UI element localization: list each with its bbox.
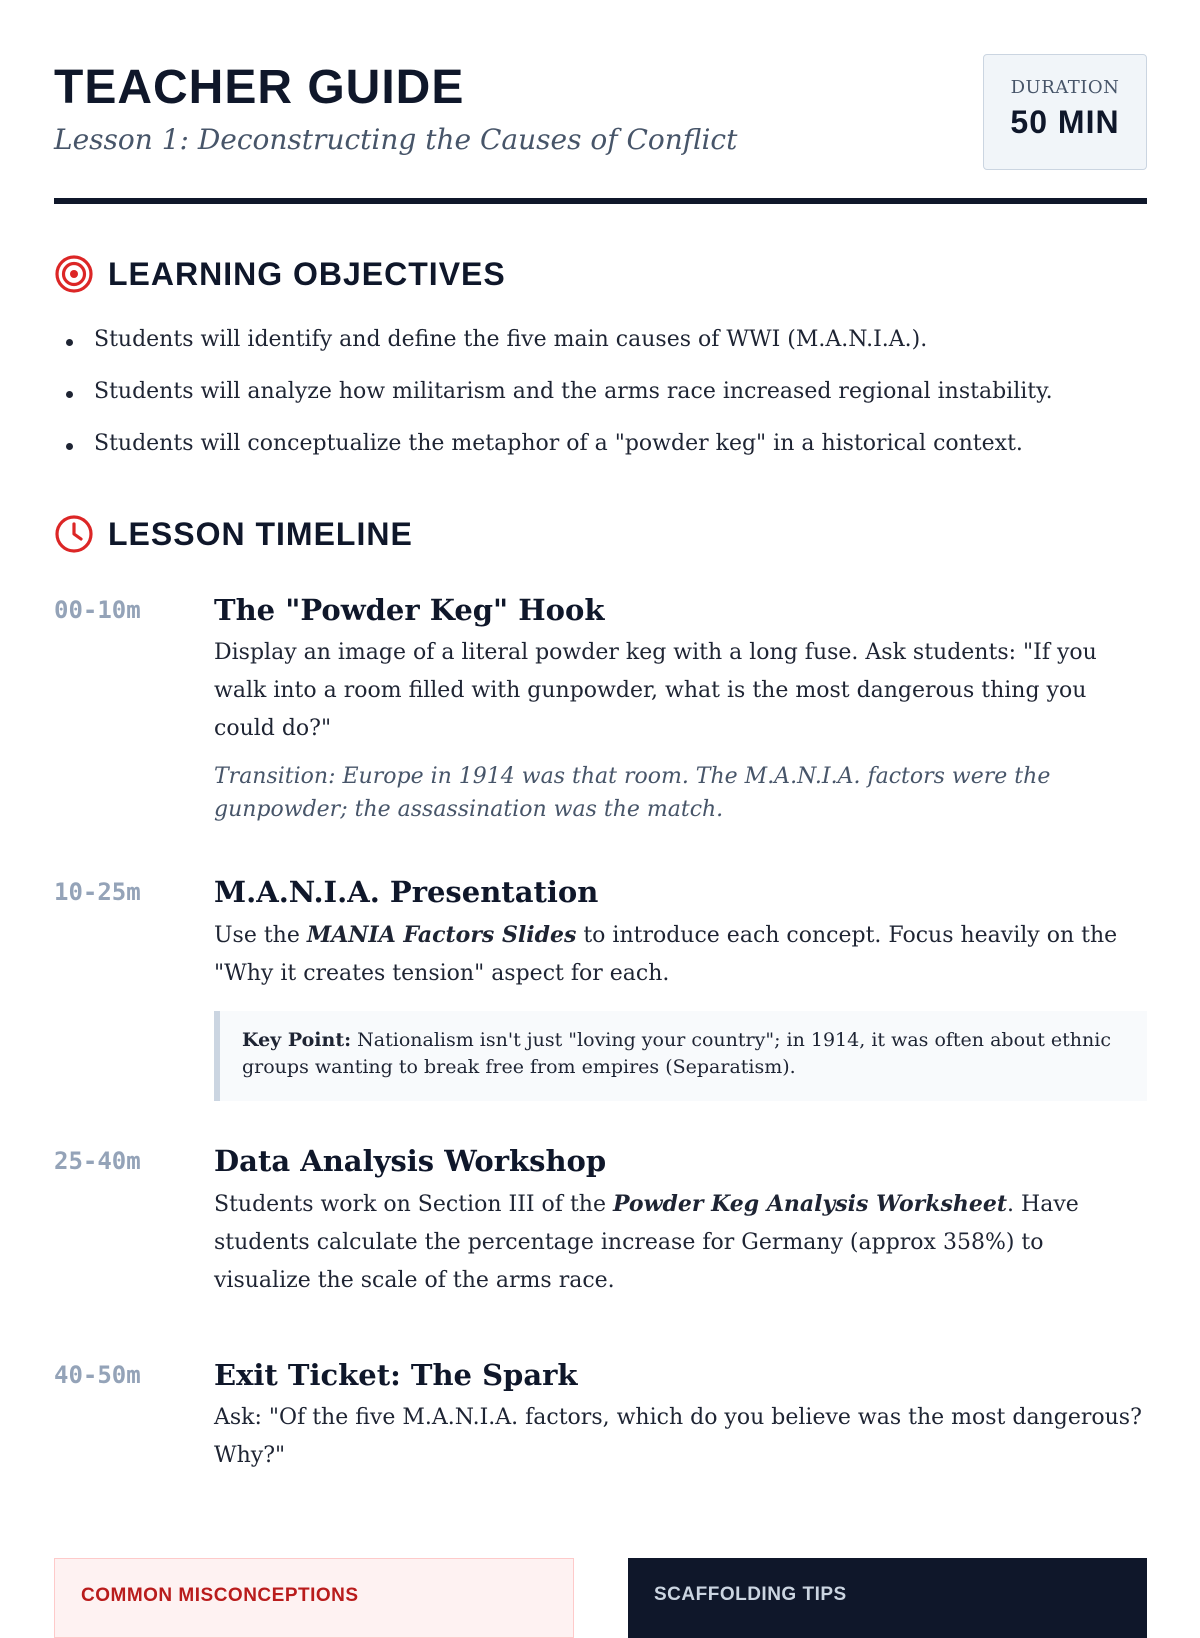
key-point-callout	[214, 1011, 1147, 1101]
objective-item: Students will identify and define the five main causes of WWI (M.A.N.I.A.).	[54, 318, 1053, 370]
timeline-item-text	[214, 916, 1147, 993]
misconceptions-title: COMMON MISCONCEPTIONS	[81, 1585, 359, 1606]
timeline-time: 25-40m	[54, 1147, 141, 1175]
text-segment: Students work on Section III of the	[214, 1192, 613, 1217]
timeline-transition-note: Transition: Europe in 1914 was that room. The M.A.N.I.A. factors were the gunpowder; the assassination was the match.	[214, 764, 1051, 822]
teacher-guide-page	[54, 0, 1147, 1606]
timeline-time: 40-50m	[54, 1361, 141, 1389]
timeline-item-title: M.A.N.I.A. Presentation	[214, 875, 599, 909]
page-title: TEACHER GUIDE	[54, 61, 465, 114]
duration-value: 50 MIN	[1010, 104, 1120, 140]
timeline-heading	[54, 514, 413, 554]
timeline-item-text: Ask: "Of the five M.A.N.I.A. factors, which do you believe was the most dangerous? Why?"	[214, 1405, 1142, 1468]
clock-icon	[54, 514, 94, 554]
text-segment: . Have students calculate the percentage increase for Germany (approx 358%) to visualize the scale of the arms race.	[214, 1192, 1079, 1293]
duration-label: DURATION	[1010, 77, 1120, 98]
scaffolding-card	[628, 1558, 1147, 1638]
callout-text: Nationalism isn't just "loving your country"; in 1914, it was often about ethnic groups wanting to break free from empires (Separatism).	[242, 1029, 1111, 1078]
slides-resource-name: MANIA Factors Slides	[306, 922, 577, 948]
target-icon	[54, 254, 94, 294]
timeline-time: 00-10m	[54, 596, 141, 624]
objective-item: Students will conceptualize the metaphor of a "powder keg" in a historical context.	[54, 422, 1053, 474]
timeline-item-title: Exit Ticket: The Spark	[214, 1358, 578, 1392]
lesson-subtitle: Lesson 1: Deconstructing the Causes of Conflict	[54, 123, 738, 156]
timeline-item-title: Data Analysis Workshop	[214, 1144, 607, 1178]
timeline-body	[214, 590, 1147, 826]
timeline-body	[214, 1355, 1147, 1475]
timeline-item-text: Display an image of a literal powder keg with a long fuse. Ask students: "If you walk into a room filled with gunpowder, what is the most dangerous thing you could do?"	[214, 640, 1097, 741]
timeline-item-title: The "Powder Keg" Hook	[214, 593, 605, 627]
objective-item: Students will analyze how militarism and the arms race increased regional instability.	[54, 370, 1053, 422]
timeline-time: 10-25m	[54, 878, 141, 906]
timeline-title: LESSON TIMELINE	[108, 515, 413, 552]
misconceptions-card	[54, 1558, 574, 1638]
timeline-body	[214, 1141, 1147, 1300]
callout-key: Key Point:	[242, 1029, 352, 1051]
text-segment: Use the	[214, 923, 307, 948]
duration-badge	[983, 54, 1147, 170]
objectives-title: LEARNING OBJECTIVES	[108, 255, 506, 292]
objectives-heading	[54, 254, 506, 294]
page-header	[54, 0, 1147, 204]
objectives-list	[54, 318, 1053, 474]
timeline-item-text	[214, 1185, 1147, 1300]
worksheet-resource-name: Powder Keg Analysis Worksheet	[612, 1191, 1008, 1217]
scaffolding-title: SCAFFOLDING TIPS	[654, 1584, 847, 1605]
text-segment: to introduce each concept. Focus heavily on the "Why it creates tension" aspect for each.	[214, 923, 1118, 986]
timeline-body	[214, 872, 1147, 1101]
